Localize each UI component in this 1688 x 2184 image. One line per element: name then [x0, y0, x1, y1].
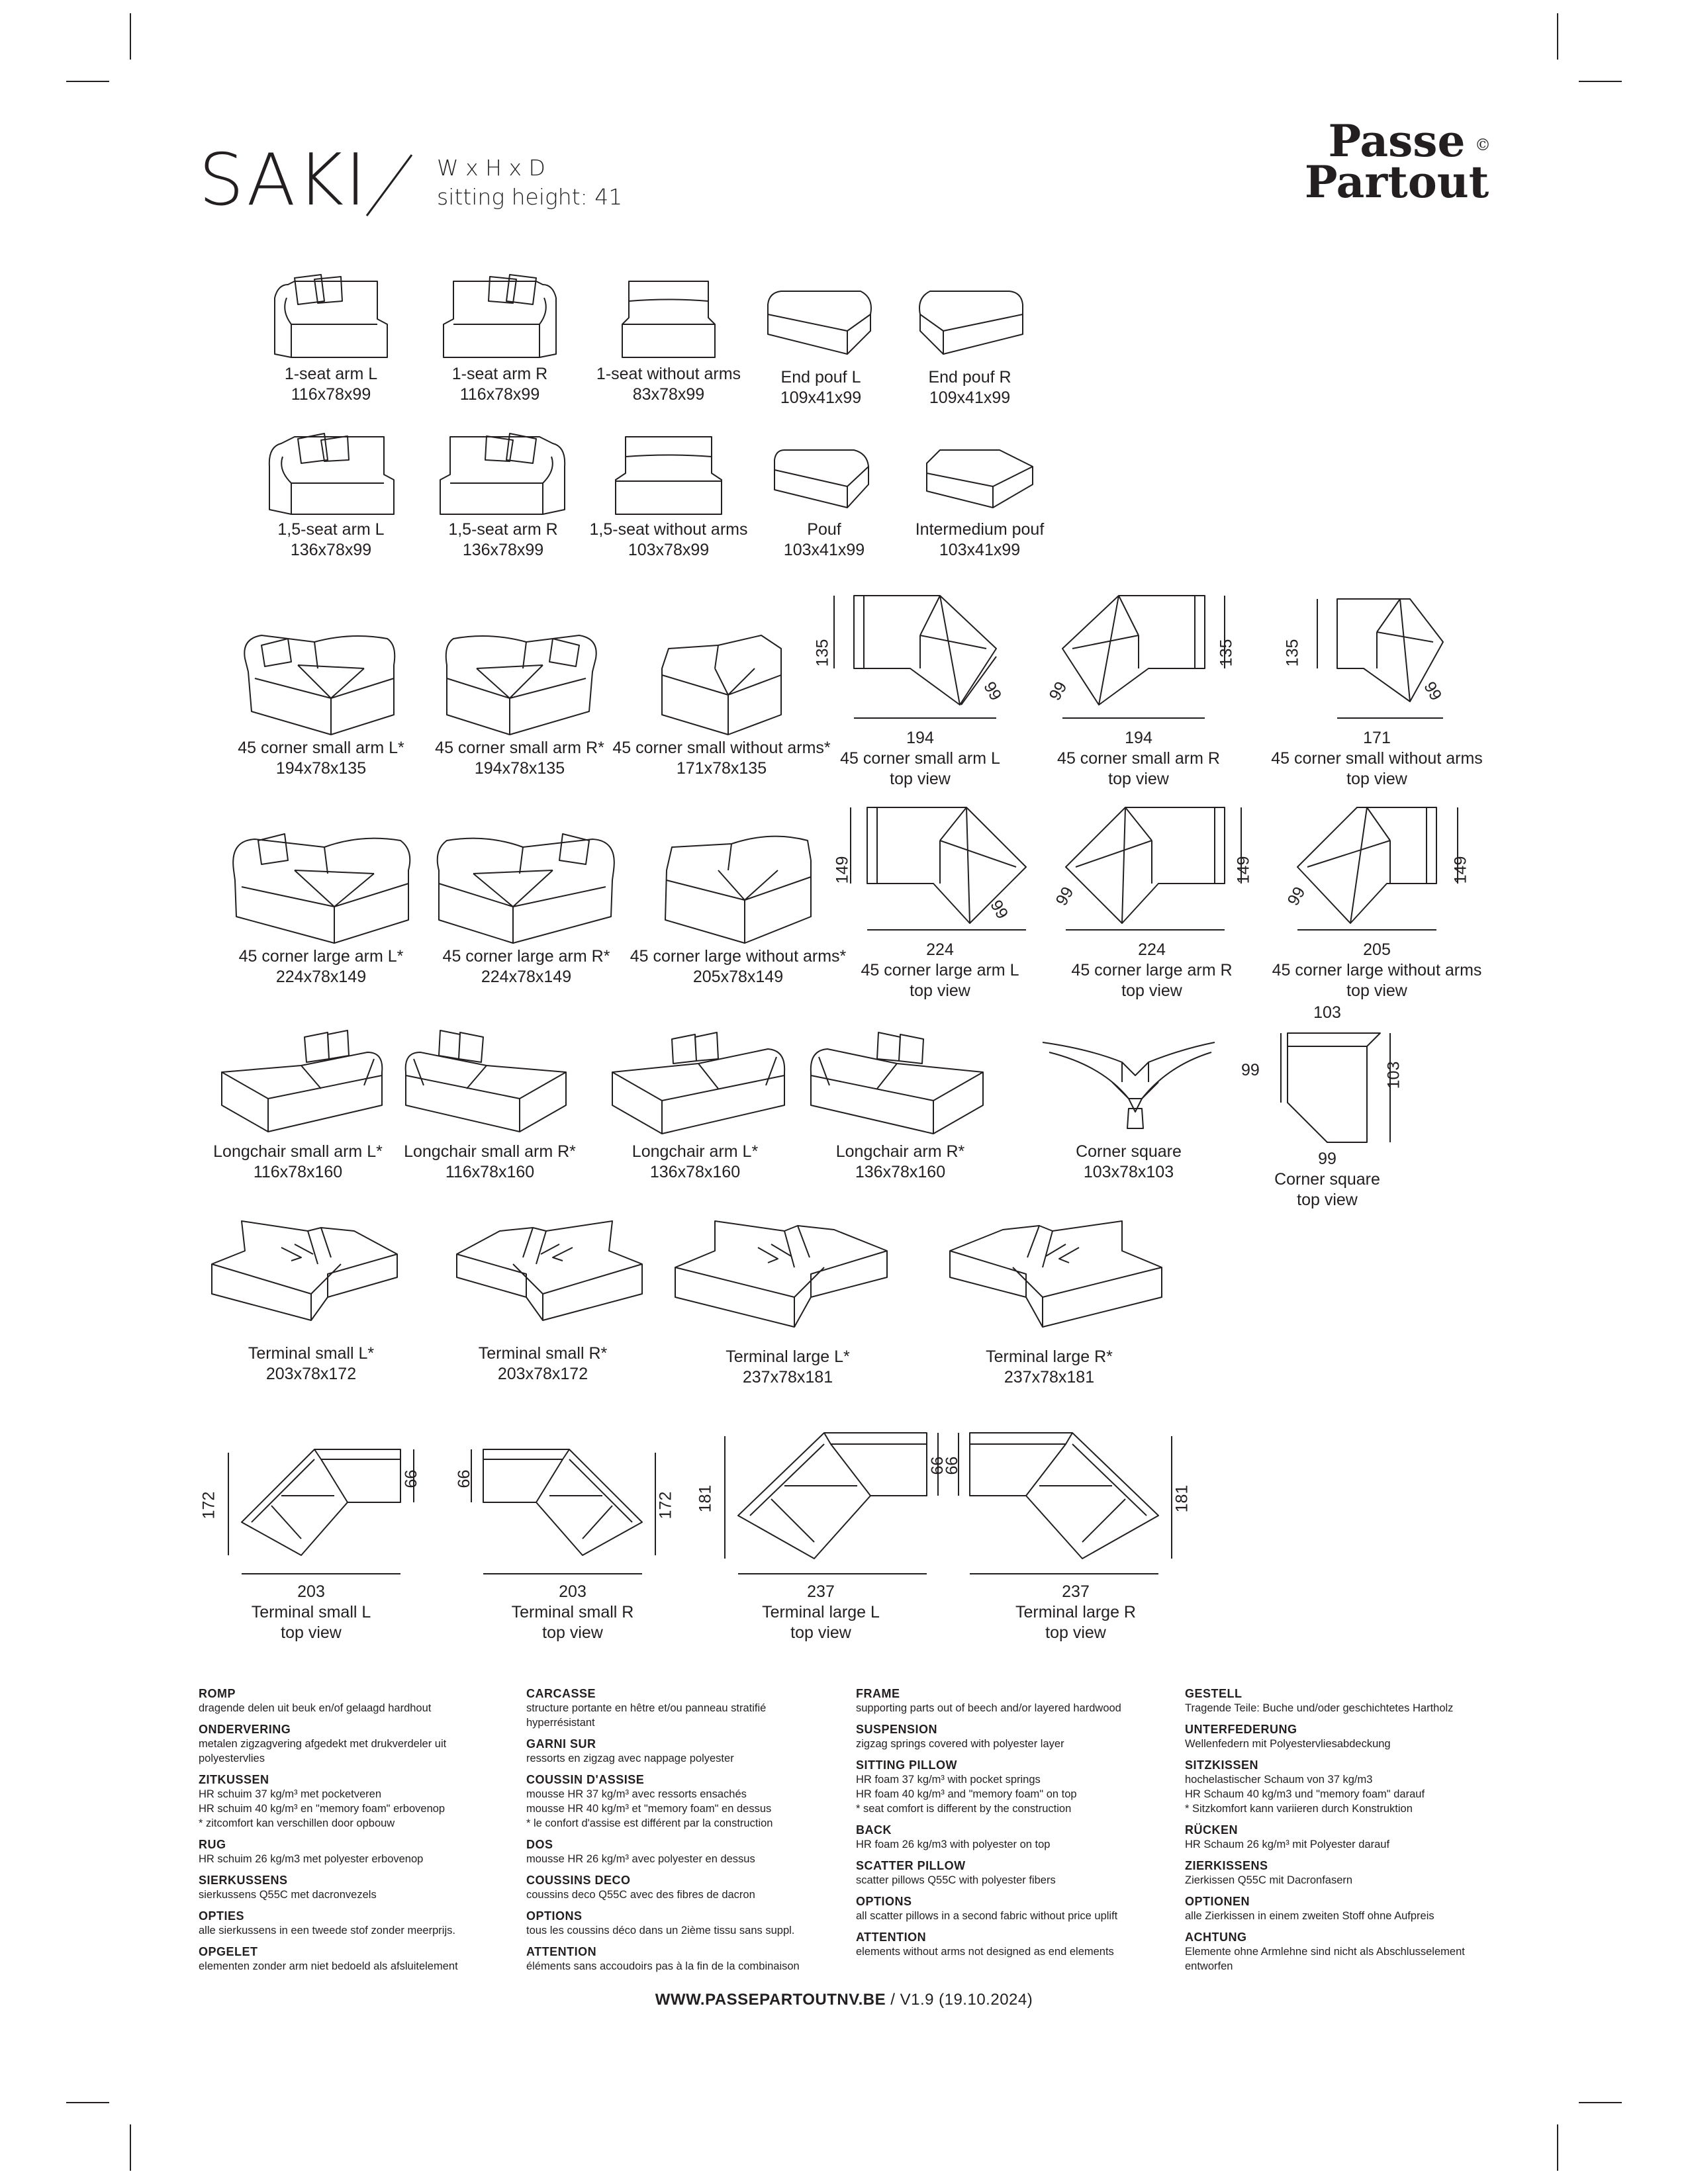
width-dimension: 237: [807, 1582, 835, 1601]
spec-text: mousse HR 37 kg/m³ avec ressorts ensachés mousse HR 40 kg/m³ et "memory foam" en dessus * le confort d'assise est différent par la construction: [526, 1788, 773, 1829]
topview-caption: top view: [890, 770, 951, 788]
spec-heading: OPTIONS: [856, 1895, 912, 1908]
module-size: 83x78x99: [632, 385, 705, 404]
topview-caption: top view: [542, 1623, 603, 1642]
corner-topview-drawing: [841, 794, 1039, 940]
topview-terminal-large-l: [696, 1416, 946, 1643]
module-size: 103x41x99: [939, 541, 1021, 559]
terminal-drawing: [434, 1211, 652, 1343]
brand-logo: [1297, 115, 1496, 208]
seat-dimension: 99: [453, 1469, 473, 1488]
topview-caption: top view: [1121, 981, 1182, 1000]
module-name: 1,5-seat arm R: [448, 520, 558, 539]
topview-45-corner-small-arm-l: [813, 582, 1019, 790]
width-bottom-dimension: 99: [1318, 1150, 1336, 1168]
topview-name: Terminal large L: [762, 1603, 880, 1621]
pouf-drawing: [768, 443, 880, 520]
module-size: 194x78x135: [275, 759, 367, 778]
spec-heading: DOS: [526, 1838, 553, 1851]
module-name: 45 corner small arm R*: [435, 739, 604, 757]
module-pouf: [751, 443, 897, 561]
module-1-5-seat-arm-l: [252, 427, 410, 561]
module-45-corner-large-without-arms: [629, 824, 847, 987]
crop-mark: [1579, 81, 1622, 82]
spec-heading: ROMP: [199, 1687, 236, 1700]
module-size: 116x78x160: [445, 1163, 535, 1181]
crop-mark: [130, 13, 131, 60]
spec-text: Tragende Teile: Buche und/oder geschichtetes Hartholz: [1185, 1702, 1454, 1714]
module-size: 136x78x160: [855, 1163, 946, 1181]
seat-dimension: 99: [1045, 678, 1071, 704]
width-dimension: 203: [559, 1582, 586, 1601]
module-name: Terminal small L*: [248, 1344, 375, 1363]
crop-mark: [1579, 2102, 1622, 2103]
spec-text: dragende delen uit beuk en/of gelaagd hardhout: [199, 1702, 432, 1714]
module-45-corner-small-without-arms: [609, 622, 834, 779]
topview-caption: top view: [1346, 770, 1407, 788]
sofa-seat-drawing: [268, 271, 394, 364]
spec-heading: OPTIES: [199, 1909, 245, 1923]
topview-terminal-large-r: [941, 1416, 1198, 1643]
pouf-drawing: [761, 285, 880, 367]
module-longchair-small-arm-r: [397, 1023, 583, 1183]
spec-heading: CARCASSE: [526, 1687, 596, 1700]
module-size: 205x78x149: [692, 968, 784, 986]
width-dimension: 171: [1363, 729, 1391, 747]
module-name: Longchair arm R*: [835, 1142, 965, 1161]
spec-heading: OPTIONEN: [1185, 1895, 1250, 1908]
spec-text: hochelastischer Schaum von 37 kg/m3 HR Schaum 40 kg/m3 und "memory foam" darauf * Sitzkomfort kann variieren durch Konstruktion: [1185, 1774, 1425, 1815]
module-name: 45 corner large arm L*: [238, 947, 404, 966]
spec-heading: ATTENTION: [526, 1945, 597, 1958]
specs-english: [856, 1686, 1187, 1959]
module-size: 136x78x99: [290, 541, 372, 559]
spec-text: HR foam 37 kg/m³ with pocket springs HR foam 40 kg/m³ and "memory foam" on top * seat comfort is different by the construction: [856, 1774, 1077, 1815]
module-size: 103x78x99: [628, 541, 710, 559]
module-45-corner-small-arm-l: [225, 619, 417, 779]
seat-dimension: 99: [1052, 884, 1078, 909]
module-name: 1-seat arm L: [284, 365, 378, 383]
footer: [0, 1991, 1688, 2009]
module-size: 171x78x135: [676, 759, 767, 778]
module-size: 103x41x99: [783, 541, 865, 559]
topview-name: 45 corner small without arms: [1271, 749, 1483, 768]
module-1-seat-arm-r: [427, 271, 573, 405]
corner-sofa-drawing: [427, 821, 626, 946]
topview-caption: top view: [1108, 770, 1169, 788]
module-terminal-small-l: [202, 1211, 420, 1385]
spec-text: alle Zierkissen in einem zweiten Stoff ohne Aufpreis: [1185, 1910, 1434, 1922]
module-name: 1,5-seat arm L: [277, 520, 385, 539]
dimension-legend: [437, 154, 622, 212]
topview-caption: top view: [281, 1623, 342, 1642]
width-dimension: 237: [1062, 1582, 1090, 1601]
module-name: 45 corner large arm R*: [442, 947, 610, 966]
module-name: 1-seat without arms: [596, 365, 741, 383]
module-terminal-small-r: [434, 1211, 652, 1385]
module-45-corner-large-arm-l: [218, 821, 424, 987]
module-terminal-large-r: [927, 1211, 1172, 1388]
module-name: 45 corner small arm L*: [238, 739, 404, 757]
corner-sofa-drawing: [430, 619, 609, 738]
title-slash: [363, 152, 416, 218]
spec-heading: SCATTER PILLOW: [856, 1859, 966, 1872]
sofa-seat-drawing: [609, 427, 728, 520]
module-size: 109x41x99: [780, 388, 862, 407]
width-dimension: 194: [906, 729, 934, 747]
pouf-drawing: [920, 443, 1039, 520]
topview-caption: top view: [910, 981, 970, 1000]
corner-square-topview-drawing: [1254, 1023, 1400, 1149]
crop-mark: [1557, 2124, 1558, 2171]
longchair-drawing: [400, 1023, 579, 1142]
seat-dimension: 99: [986, 897, 1012, 923]
spec-heading: SIERKUSSENS: [199, 1874, 288, 1887]
spec-text: elements without arms not designed as end elements: [856, 1946, 1114, 1958]
specs-dutch: [199, 1686, 530, 1974]
topview-name: 45 corner large without arms: [1272, 961, 1482, 979]
module-name: Longchair small arm R*: [404, 1142, 576, 1161]
topview-name: Terminal small R: [511, 1603, 634, 1621]
topview-name: 45 corner small arm L: [840, 749, 1000, 768]
depth-dimension: 172: [656, 1491, 675, 1520]
crop-mark: [66, 2102, 109, 2103]
crop-mark: [66, 81, 109, 82]
module-name: End pouf R: [928, 368, 1011, 387]
module-name: 45 corner small without arms*: [612, 739, 831, 757]
width-top-dimension: 103: [1313, 1003, 1341, 1022]
website-link[interactable]: WWW.PASSEPARTOUTNV.BE: [655, 1991, 886, 2009]
spec-heading: RÜCKEN: [1185, 1823, 1239, 1837]
module-name: Terminal large L*: [726, 1347, 850, 1366]
corner-topview-drawing: [1039, 582, 1238, 728]
topview-name: 45 corner large arm R: [1071, 961, 1233, 979]
specs-french: [526, 1686, 857, 1974]
module-longchair-arm-r: [801, 1023, 1000, 1183]
topview-name: 45 corner large arm L: [861, 961, 1019, 979]
spec-heading: GESTELL: [1185, 1687, 1243, 1700]
module-1-5-seat-without-arms: [576, 427, 761, 561]
spec-heading: SITTING PILLOW: [856, 1758, 957, 1772]
depth-dimension: 172: [199, 1491, 218, 1520]
spec-heading: COUSSINS DECO: [526, 1874, 631, 1887]
module-size: 237x78x181: [1004, 1368, 1095, 1387]
spec-text: ressorts en zigzag avec nappage polyester: [526, 1752, 734, 1764]
module-name: End pouf L: [780, 368, 861, 387]
depth-dimension: 181: [696, 1484, 715, 1513]
depth-dimension: 149: [1451, 856, 1470, 884]
sofa-seat-drawing: [261, 427, 400, 520]
spec-text: structure portante en hêtre et/ou panneau stratifié hyperrésistant: [526, 1702, 767, 1729]
pouf-drawing: [910, 285, 1029, 367]
module-name: 1-seat arm R: [451, 365, 548, 383]
topview-corner-square: [1241, 1003, 1410, 1210]
spec-text: éléments sans accoudoirs pas à la fin de la combinaison: [526, 1960, 800, 1972]
dimension-format: W x H x D: [437, 155, 545, 181]
spec-heading: ONDERVERING: [199, 1723, 291, 1736]
topview-name: Corner square: [1274, 1170, 1380, 1189]
corner-topview-drawing: [821, 582, 1019, 728]
spec-heading: GARNI SUR: [526, 1737, 596, 1751]
topview-45-corner-large-without-arms: [1264, 794, 1489, 1001]
spec-heading: OPTIONS: [526, 1909, 583, 1923]
module-longchair-small-arm-l: [205, 1023, 391, 1183]
spec-heading: FRAME: [856, 1687, 900, 1700]
corner-sofa-drawing: [652, 824, 824, 946]
spec-text: zigzag springs covered with polyester layer: [856, 1738, 1064, 1750]
module-longchair-arm-l: [596, 1023, 794, 1183]
topview-45-corner-small-arm-r: [1039, 582, 1238, 790]
topview-terminal-small-l: [199, 1423, 420, 1643]
module-size: 116x78x99: [291, 385, 371, 404]
width-dimension: 224: [1138, 940, 1166, 959]
width-dimension: 205: [1363, 940, 1391, 959]
logo-line-2: Partout: [1304, 156, 1489, 208]
spec-heading: BACK: [856, 1823, 892, 1837]
spec-text: scatter pillows Q55C with polyester fibers: [856, 1874, 1056, 1886]
width-dimension: 194: [1125, 729, 1152, 747]
depth-dimension: 149: [833, 856, 852, 884]
spec-text: tous les coussins déco dans un 2ième tissu sans suppl.: [526, 1925, 795, 1936]
module-corner-square: [1029, 1026, 1228, 1183]
topview-caption: top view: [790, 1623, 851, 1642]
spec-text: mousse HR 26 kg/m³ avec polyester en dessus: [526, 1853, 755, 1865]
spec-heading: SUSPENSION: [856, 1723, 938, 1736]
terminal-topview-drawing: [463, 1423, 682, 1582]
module-size: 194x78x135: [474, 759, 565, 778]
module-size: 224x78x149: [481, 968, 572, 986]
depth-dimension: 135: [1283, 639, 1302, 667]
sitting-height: sitting height: 41: [437, 184, 623, 210]
longchair-drawing: [209, 1023, 387, 1142]
corner-sofa-drawing: [222, 821, 420, 946]
depth-right-dimension: 103: [1384, 1061, 1403, 1089]
corner-topview-drawing: [1278, 794, 1476, 940]
spec-heading: OPGELET: [199, 1945, 258, 1958]
crop-mark: [1557, 13, 1558, 60]
spec-text: supporting parts out of beech and/or layered hardwood: [856, 1702, 1121, 1714]
seat-dimension: 99: [927, 1456, 946, 1475]
module-end-pouf-r: [897, 285, 1043, 408]
page-title: SAKI: [199, 139, 368, 222]
width-dimension: 224: [926, 940, 954, 959]
terminal-drawing: [665, 1211, 910, 1347]
corner-sofa-drawing: [649, 622, 794, 738]
corner-topview-drawing: [1046, 794, 1258, 940]
spec-heading: ZIERKISSENS: [1185, 1859, 1268, 1872]
spec-heading: ZITKUSSEN: [199, 1773, 269, 1786]
seat-dimension: 99: [1284, 884, 1309, 909]
depth-dimension: 135: [813, 639, 832, 667]
module-end-pouf-l: [748, 285, 894, 408]
sofa-seat-drawing: [616, 271, 722, 364]
terminal-topview-drawing: [698, 1416, 946, 1582]
topview-caption: top view: [1297, 1191, 1358, 1209]
spec-text: HR foam 26 kg/m3 with polyester on top: [856, 1839, 1051, 1850]
longchair-drawing: [599, 1023, 791, 1142]
spec-text: alle sierkussens in een tweede stof zonder meerprijs.: [199, 1925, 455, 1936]
module-name: 45 corner large without arms*: [630, 947, 847, 966]
topview-name: Terminal small L: [251, 1603, 371, 1621]
spec-text: all scatter pillows in a second fabric without price uplift: [856, 1910, 1118, 1922]
spec-text: sierkussens Q55C met dacronvezels: [199, 1889, 377, 1901]
specs-german: [1185, 1686, 1516, 1974]
module-1-seat-arm-l: [258, 271, 404, 405]
module-size: 109x41x99: [929, 388, 1011, 407]
depth-dimension: 149: [1234, 856, 1253, 884]
module-45-corner-large-arm-r: [424, 821, 629, 987]
topview-name: 45 corner small arm R: [1057, 749, 1220, 768]
module-name: Longchair small arm L*: [213, 1142, 383, 1161]
copyright-mark: ©: [1475, 136, 1491, 154]
spec-text: coussins deco Q55C avec des fibres de dacron: [526, 1889, 755, 1901]
spec-heading: ATTENTION: [856, 1931, 927, 1944]
spec-text: HR schuim 26 kg/m3 met polyester erbovenop: [199, 1853, 424, 1865]
seat-dimension: 99: [1420, 678, 1446, 704]
topview-45-corner-large-arm-r: [1046, 794, 1258, 1001]
spec-heading: ACHTUNG: [1185, 1931, 1247, 1944]
module-size: 237x78x181: [742, 1368, 833, 1387]
corner-topview-drawing: [1291, 582, 1463, 728]
seat-dimension: 99: [980, 678, 1006, 704]
crop-mark: [130, 2124, 131, 2171]
module-size: 203x78x172: [265, 1365, 357, 1383]
module-size: 103x78x103: [1083, 1163, 1174, 1181]
terminal-drawing: [927, 1211, 1172, 1347]
module-name: Intermedium pouf: [915, 520, 1045, 539]
terminal-topview-drawing: [202, 1423, 420, 1582]
spec-heading: COUSSIN D'ASSISE: [526, 1773, 645, 1786]
sofa-seat-drawing: [434, 427, 573, 520]
sofa-seat-drawing: [437, 271, 563, 364]
depth-dimension: 181: [1172, 1484, 1192, 1513]
corner-sofa-drawing: [232, 619, 410, 738]
module-terminal-large-l: [665, 1211, 910, 1388]
depth-dimension: 135: [1217, 639, 1236, 667]
logo-line-1: Passe: [1328, 115, 1466, 167]
seat-dimension: 99: [400, 1469, 420, 1488]
module-name: Corner square: [1076, 1142, 1182, 1161]
module-1-seat-without-arms: [583, 271, 755, 405]
spec-heading: UNTERFEDERUNG: [1185, 1723, 1297, 1736]
topview-name: Terminal large R: [1015, 1603, 1136, 1621]
spec-heading: SITZKISSEN: [1185, 1758, 1259, 1772]
terminal-topview-drawing: [953, 1416, 1198, 1582]
terminal-drawing: [202, 1211, 420, 1343]
module-name: 1,5-seat without arms: [589, 520, 748, 539]
module-name: Longchair arm L*: [632, 1142, 759, 1161]
module-name: Pouf: [807, 520, 841, 539]
width-dimension: 203: [297, 1582, 325, 1601]
depth-left-dimension: 99: [1241, 1061, 1260, 1079]
spec-text: elementen zonder arm niet bedoeld als afsluitelement: [199, 1960, 458, 1972]
corner-square-drawing: [1036, 1026, 1221, 1142]
topview-caption: top view: [1346, 981, 1407, 1000]
module-name: Terminal small R*: [478, 1344, 608, 1363]
module-1-5-seat-arm-r: [424, 427, 583, 561]
topview-45-corner-large-arm-l: [833, 794, 1039, 1001]
module-size: 203x78x172: [497, 1365, 588, 1383]
module-name: Terminal large R*: [986, 1347, 1113, 1366]
seat-dimension: 99: [941, 1456, 961, 1475]
spec-text: metalen zigzagvering afgedekt met drukverdeler uit polyestervlies: [199, 1738, 447, 1764]
module-size: 136x78x160: [649, 1163, 741, 1181]
topview-terminal-small-r: [453, 1423, 682, 1643]
topview-45-corner-small-without-arms: [1264, 582, 1489, 790]
module-45-corner-small-arm-r: [424, 619, 616, 779]
spec-text: Zierkissen Q55C mit Dacronfasern: [1185, 1874, 1353, 1886]
module-intermedium-pouf: [900, 443, 1059, 561]
topview-caption: top view: [1045, 1623, 1106, 1642]
module-size: 224x78x149: [275, 968, 367, 986]
spec-text: HR schuim 37 kg/m³ met pocketveren HR schuim 40 kg/m³ en "memory foam" erbovenop * zitcomfort kan verschillen door opbouw: [199, 1788, 445, 1829]
spec-heading: RUG: [199, 1838, 226, 1851]
spec-text: Wellenfedern mit Polyestervliesabdeckung: [1185, 1738, 1391, 1750]
longchair-drawing: [804, 1023, 996, 1142]
spec-text: Elemente ohne Armlehne sind nicht als Abschlusselement entworfen: [1185, 1946, 1465, 1972]
spec-text: HR Schaum 26 kg/m³ mit Polyester darauf: [1185, 1839, 1390, 1850]
module-size: 136x78x99: [462, 541, 544, 559]
module-size: 116x78x99: [459, 385, 540, 404]
module-size: 116x78x160: [253, 1163, 343, 1181]
version-label: / V1.9 (19.10.2024): [886, 1991, 1033, 2009]
